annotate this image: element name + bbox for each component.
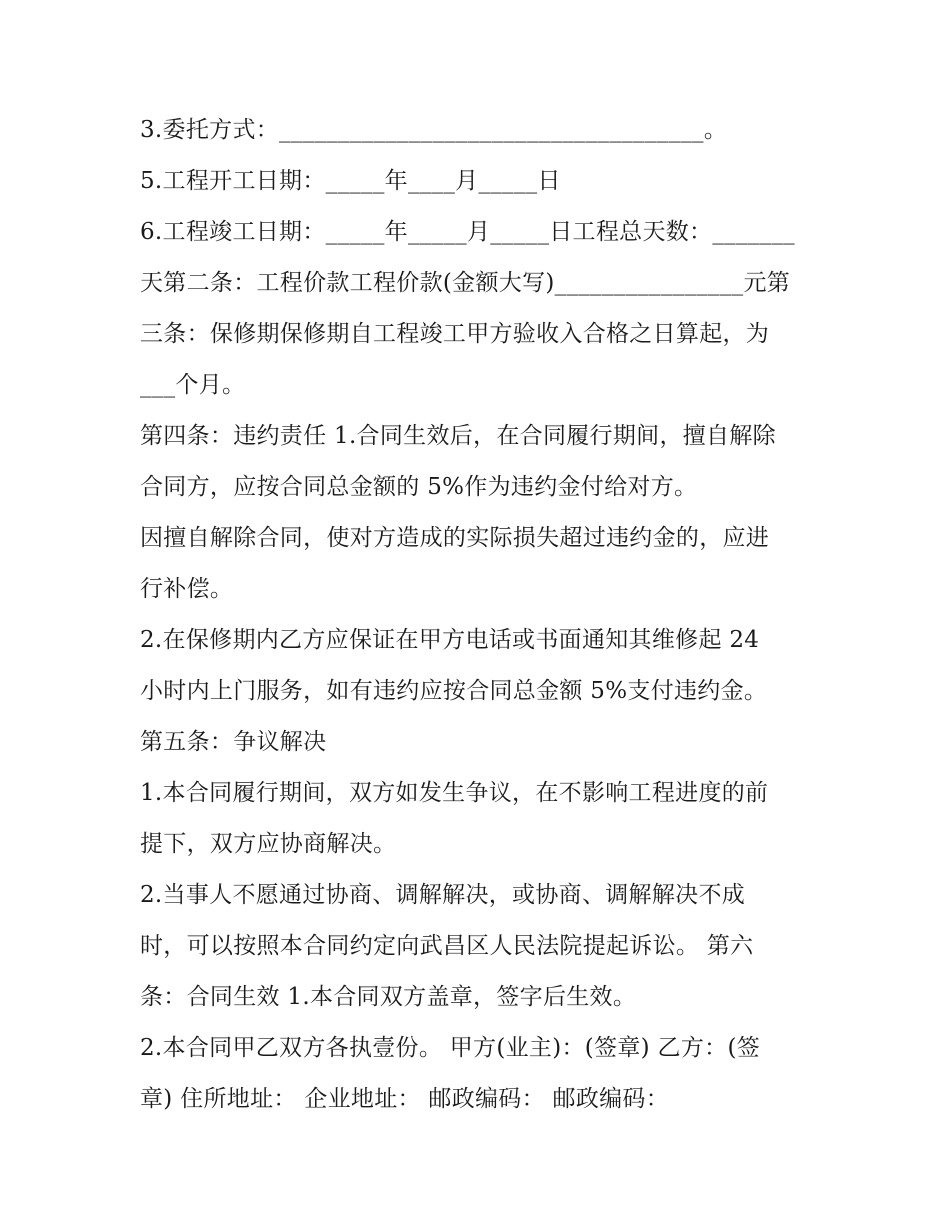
text-line: ___个月。: [140, 372, 246, 398]
text-line: 三条：保修期保修期自工程竣工甲方验收入合格之日算起，为: [140, 321, 770, 347]
text-line: 提下，双方应协商解决。: [140, 831, 397, 857]
text-line: 第四条：违约责任 1.合同生效后，在合同履行期间，擅自解除: [140, 423, 776, 449]
text-line: 第五条：争议解决: [140, 729, 327, 755]
contract-text: [140, 105, 820, 1125]
text-line: 章) 住所地址： 企业地址： 邮政编码： 邮政编码：: [140, 1086, 670, 1112]
text-line: 条：合同生效 1.本合同双方盖章，签字后生效。: [140, 984, 637, 1010]
text-line: 2.当事人不愿通过协商、调解解决，或协商、调解解决不成: [140, 882, 746, 908]
text-line: 6.工程竣工日期：_____年_____月_____日工程总天数：_______: [140, 219, 795, 245]
text-line: 小时内上门服务，如有违约应按合同总金额 5%支付违约金。: [140, 678, 768, 704]
text-line: 天第二条：工程价款工程价款(金额大写)________________元第: [140, 270, 791, 296]
text-line: 2.在保修期内乙方应保证在甲方电话或书面通知其维修起 24: [140, 627, 760, 653]
text-line: 行补偿。: [140, 576, 234, 602]
text-line: 2.本合同甲乙双方各执壹份。 甲方(业主)：(签章) 乙方：(签: [140, 1035, 761, 1061]
text-line: 时，可以按照本合同约定向武昌区人民法院提起诉讼。 第六: [140, 933, 754, 959]
text-line: 3.委托方式：____________________________________。: [140, 117, 728, 143]
text-line: 5.工程开工日期：_____年____月_____日: [140, 168, 561, 194]
text-line: 1.本合同履行期间，双方如发生争议，在不影响工程进度的前: [140, 780, 769, 806]
text-line: 因擅自解除合同，使对方造成的实际损失超过违约金的，应进: [140, 525, 770, 551]
text-line: 合同方，应按合同总金额的 5%作为违约金付给对方。: [140, 474, 698, 500]
